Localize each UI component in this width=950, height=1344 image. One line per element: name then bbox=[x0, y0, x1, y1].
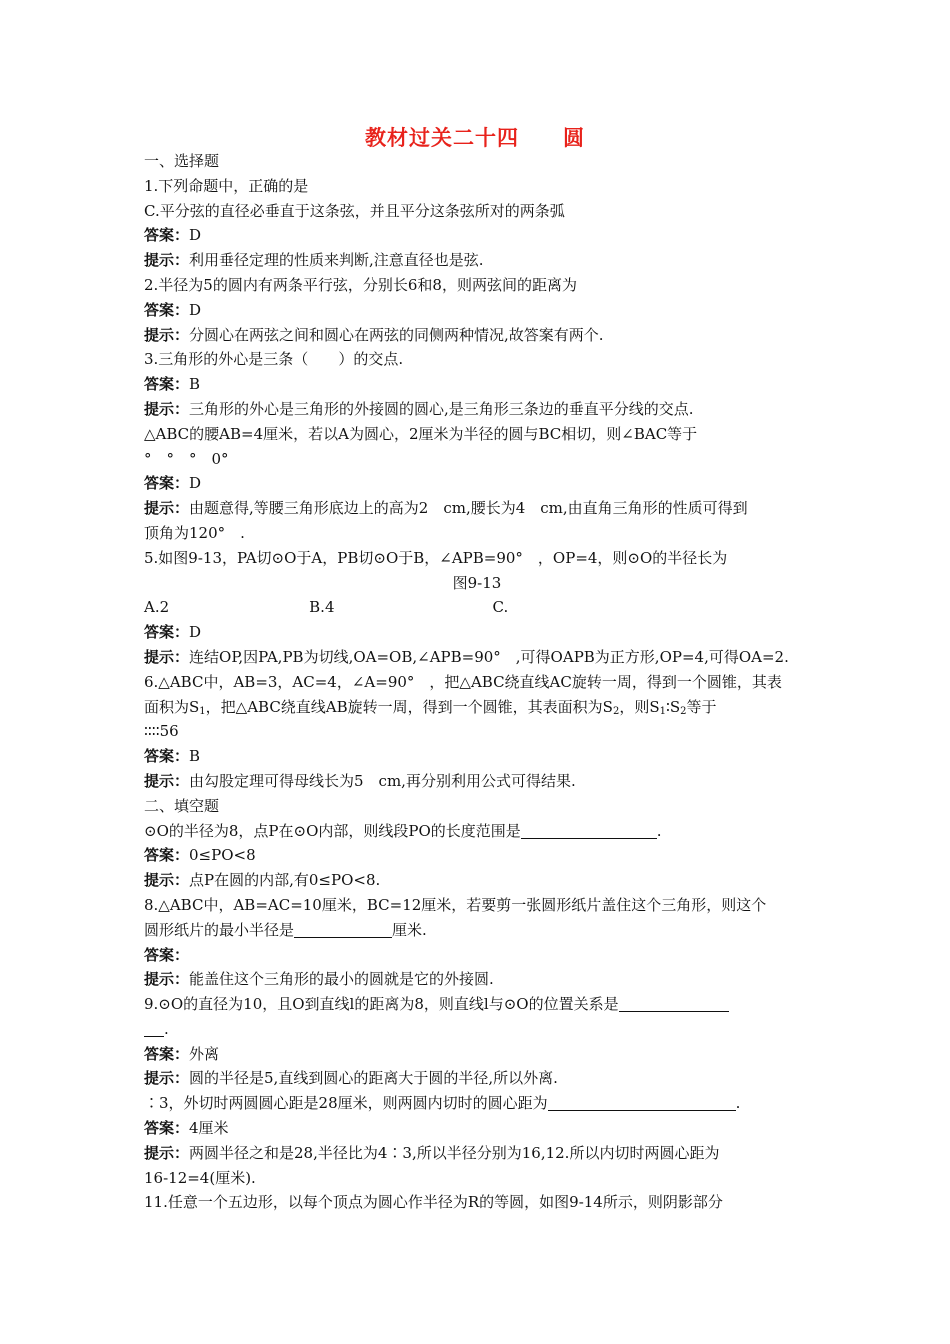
option-text: ∶∶∶∶56 bbox=[144, 722, 179, 741]
question-text: △ABC的腰AB=4厘米，若以A为圆心，2厘米为半径的圆与BC相切，则∠BAC等于 bbox=[144, 424, 698, 443]
hint-label: 提示： bbox=[144, 1143, 190, 1162]
page-title: 教材过关二十四 圆 bbox=[365, 126, 585, 150]
answer-label: 答案： bbox=[144, 474, 190, 493]
question-text: 11.任意一个五边形，以每个顶点为圆心作半径为R的等圆，如图9-14所示，则阴影部分 bbox=[144, 1193, 723, 1212]
answer-line bbox=[144, 1116, 810, 1141]
hint-line bbox=[144, 868, 810, 893]
hint-label: 提示： bbox=[144, 771, 190, 790]
hint-line bbox=[144, 1141, 810, 1166]
answer-label: 答案： bbox=[144, 300, 190, 319]
question-text: 2.半径为5的圆内有两条平行弦，分别长6和8，则两弦间的距离为 bbox=[144, 275, 577, 294]
hint-line bbox=[144, 323, 810, 348]
question-text: 1.下列命题中，正确的是 bbox=[144, 176, 309, 195]
answer-value: D bbox=[189, 474, 202, 493]
hint-text: 圆的半径是5,直线到圆心的距离大于圆的半径,所以外离. bbox=[189, 1069, 558, 1088]
question-text: 3.三角形的外心是三条（ ）的交点. bbox=[144, 350, 404, 369]
answer-value: 外离 bbox=[189, 1044, 220, 1063]
answer-blank bbox=[521, 822, 657, 839]
hint-text: 能盖住这个三角形的最小的圆就是它的外接圆. bbox=[189, 970, 494, 989]
hint-label: 提示： bbox=[144, 499, 190, 518]
hint-line bbox=[144, 1066, 810, 1091]
question-text: ∶3，外切时两圆圆心距是28厘米，则两圆内切时的圆心距为 . bbox=[144, 1094, 741, 1113]
answer-value: 4厘米 bbox=[189, 1119, 229, 1138]
hint-text: 点P在圆的内部,有0≤PO<8. bbox=[189, 871, 381, 890]
answer-label: 答案： bbox=[144, 1044, 190, 1063]
hint-line bbox=[144, 645, 810, 670]
hint-text: 三角形的外心是三角形的外接圆的圆心,是三角形三条边的垂直平分线的交点. bbox=[189, 399, 694, 418]
answer-value: D bbox=[189, 226, 202, 245]
answer-label: 答案： bbox=[144, 747, 190, 766]
question-text: 8.△ABC中，AB=AC=10厘米，BC=12厘米，若要剪一张圆形纸片盖住这个三角形，则这个 bbox=[144, 895, 767, 914]
option-c: C. bbox=[492, 598, 509, 617]
hint-label: 提示： bbox=[144, 647, 190, 666]
answer-blank bbox=[548, 1094, 736, 1111]
answer-blank bbox=[144, 1020, 164, 1037]
answer-label: 答案： bbox=[144, 945, 190, 964]
option-a: A.2 bbox=[144, 598, 170, 617]
answer-value: B bbox=[189, 375, 201, 394]
answer-label: 答案： bbox=[144, 1119, 190, 1138]
hint-label: 提示： bbox=[144, 325, 190, 344]
question-text: . bbox=[144, 1017, 810, 1042]
answer-line bbox=[144, 471, 810, 496]
hint-line bbox=[144, 769, 810, 794]
question-text: ⊙O的半径为8，点P在⊙O内部，则线段PO的长度范围是 . bbox=[144, 821, 662, 840]
answer-blank bbox=[294, 921, 392, 938]
hint-continuation: 16-12=4(厘米). bbox=[144, 1168, 256, 1187]
options-row bbox=[144, 595, 810, 620]
hint-text: 由勾股定理可得母线长为5 cm,再分别利用公式可得结果. bbox=[189, 771, 576, 790]
section-heading: 一、选择题 bbox=[144, 152, 220, 170]
hint-label: 提示： bbox=[144, 970, 190, 989]
answer-line bbox=[144, 372, 810, 397]
answer-line bbox=[144, 298, 810, 323]
answer-value: B bbox=[189, 747, 201, 766]
hint-label: 提示： bbox=[144, 1069, 190, 1088]
hint-line bbox=[144, 967, 810, 992]
answer-line bbox=[144, 223, 810, 248]
answer-line bbox=[144, 1042, 810, 1067]
answer-value: D bbox=[189, 623, 202, 642]
hint-text: 由题意得,等腰三角形底边上的高为2 cm,腰长为4 cm,由直角三角形的性质可得到 bbox=[189, 499, 748, 518]
answer-label: 答案： bbox=[144, 226, 190, 245]
answer-line bbox=[144, 744, 810, 769]
hint-line bbox=[144, 496, 810, 521]
answer-line bbox=[144, 620, 810, 645]
hint-continuation: 顶角为120° . bbox=[144, 523, 245, 542]
hint-text: 连结OP,因PA,PB为切线,OA=OB,∠APB=90° ,可得OAPB为正方形,OP=4,可得OA=2. bbox=[189, 647, 789, 666]
option-b: B.4 bbox=[309, 598, 335, 617]
document-body bbox=[144, 149, 810, 1215]
question-text: 6.△ABC中，AB=3，AC=4，∠A=90° ，把△ABC绕直线AC旋转一周，得到一个圆锥，其表 bbox=[144, 672, 782, 691]
question-text: 面积为$S_1$，把△ABC绕直线AB旋转一周，得到一个圆锥，其表面积为$S_2$，则$S_1∶S_2$等于 bbox=[144, 697, 717, 717]
option-text: ° ° ° 0° bbox=[144, 449, 229, 468]
hint-text: 两圆半径之和是28,半径比为4∶3,所以半径分别为16,12.所以内切时两圆心距为 bbox=[189, 1143, 720, 1162]
hint-label: 提示： bbox=[144, 871, 190, 890]
question-text: 圆形纸片的最小半径是 厘米. bbox=[144, 920, 427, 939]
hint-text: 利用垂径定理的性质来判断,注意直径也是弦. bbox=[189, 251, 484, 270]
option-text: C.平分弦的直径必垂直于这条弦，并且平分这条弦所对的两条弧 bbox=[144, 201, 565, 220]
hint-line bbox=[144, 397, 810, 422]
question-text: 5.如图9-13，PA切⊙O于A，PB切⊙O于B，∠APB=90° ，OP=4，则⊙O的半径长为 bbox=[144, 548, 728, 567]
answer-label: 答案： bbox=[144, 623, 190, 642]
question-text: 9.⊙O的直径为10，且O到直线l的距离为8，则直线l与⊙O的位置关系是 bbox=[144, 992, 810, 1017]
hint-label: 提示： bbox=[144, 251, 190, 270]
answer-label: 答案： bbox=[144, 375, 190, 394]
figure-caption: 图9-13 bbox=[452, 573, 502, 592]
hint-text: 分圆心在两弦之间和圆心在两弦的同侧两种情况,故答案有两个. bbox=[189, 325, 604, 344]
answer-value: 0≤PO<8 bbox=[189, 846, 256, 865]
answer-line bbox=[144, 843, 810, 868]
section-heading: 二、填空题 bbox=[144, 796, 220, 815]
answer-value: D bbox=[189, 300, 202, 319]
answer-label: 答案： bbox=[144, 846, 190, 865]
answer-blank bbox=[619, 995, 729, 1012]
hint-label: 提示： bbox=[144, 399, 190, 418]
hint-line bbox=[144, 248, 810, 273]
answer-line bbox=[144, 943, 810, 968]
